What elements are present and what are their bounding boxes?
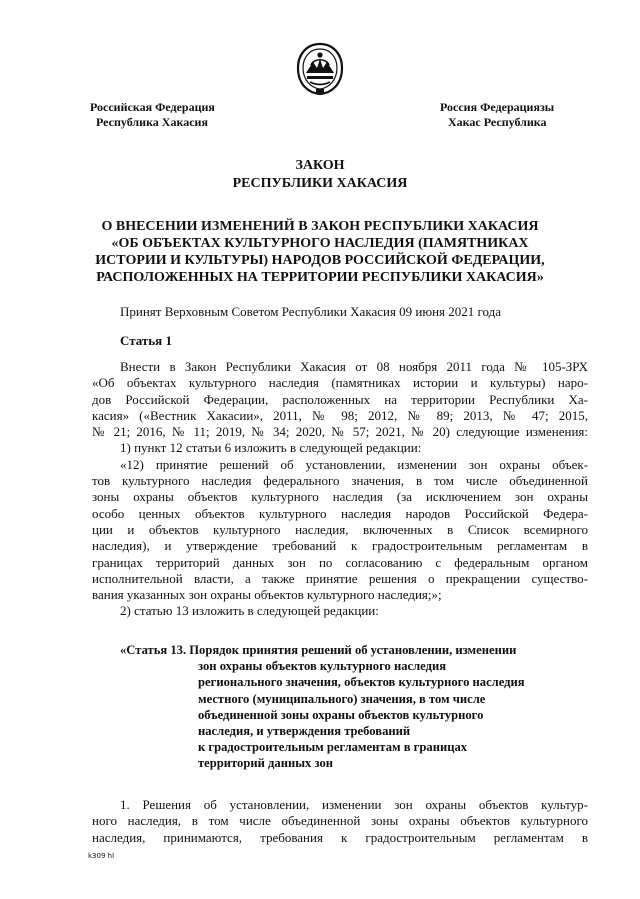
article-13-heading-line: территорий данных зон (198, 756, 334, 771)
body-line: вания указанных зон охраны объектов культурного наследия;»; (92, 587, 442, 603)
body-line: 1) пункт 12 статьи 6 изложить в следующей редакции: (120, 440, 422, 456)
body-line: наследия, принимаются, требования к градостроительным регламентам в (92, 829, 588, 845)
law-title-line: «ОБ ОБЪЕКТАХ КУЛЬТУРНОГО НАСЛЕДИЯ (ПАМЯТНИКАХ (111, 236, 529, 251)
body-line: ного наследия, в том числе объединенной зоны охраны объектов культурного (92, 813, 588, 829)
document-code: k309 hl (88, 852, 115, 860)
article-13-heading-line: наследия, и утверждения требований (198, 724, 411, 739)
body-line: Внести в Закон Республики Хакасия от 08 ноября 2011 года № 105-ЗРХ (120, 359, 588, 374)
body-line: касия» («Вестник Хакасии», 2011, № 98; 2012, № 89; 2013, № 47; 2015, (92, 407, 588, 423)
body-line: наследия), и утверждение требований к градостроительным регламентам в (92, 538, 588, 554)
law-type: ЗАКОН (295, 158, 345, 173)
article-13-heading (120, 642, 525, 772)
body-line: «Об объектах культурного наследия (памятниках истории и культуры) наро- (92, 375, 588, 391)
body-line: границах территорий данных зон по согласованию с федеральным органом (92, 554, 588, 570)
body-line: 1. Решения об установлении, изменении зон охраны объектов культур- (120, 797, 588, 812)
adoption-statement: Принят Верховным Советом Республики Хакасия 09 июня 2021 года (120, 304, 502, 319)
body-line: № 21; 2016, № 11; 2019, № 34; 2020, № 57; 2021, № 20) следующие изменения: (92, 424, 588, 440)
article-13-heading-line: объединенной зоны охраны объектов культурного (198, 707, 484, 722)
law-title-line: ИСТОРИИ И КУЛЬТУРЫ) НАРОДОВ РОССИЙСКОЙ ФЕДЕРАЦИИ, (95, 253, 545, 268)
body-line: «12) принятие решений об установлении, изменении зон охраны объек- (120, 456, 588, 472)
article-13-heading-line: к градостроительным регламентам в границах (198, 740, 468, 755)
body-line: зоны охраны объектов культурного наследия (за исключением зон охраны (92, 489, 588, 505)
body-line: ции и объектов культурного наследия, включенных в Список всемирного (92, 521, 588, 537)
article-13-heading-line: местного (муниципального) значения, в том числе (198, 691, 486, 706)
body-line: 2) статью 13 изложить в следующей редакции: (120, 603, 379, 619)
article-body (92, 359, 588, 620)
article-13-heading-line: зон охраны объектов культурного наследия (198, 659, 447, 674)
law-title-line: О ВНЕСЕНИИ ИЗМЕНЕНИЙ В ЗАКОН РЕСПУБЛИКИ ХАКАСИЯ (101, 219, 539, 234)
header-right-line: Россия Федерациязы (440, 100, 555, 114)
law-title (0, 218, 640, 286)
article-13-heading-line: регионального значения, объектов культурного наследия (198, 675, 525, 690)
header-right (440, 100, 554, 130)
body-line: дов Российской Федерации, расположенных на территории Республики Ха- (92, 391, 588, 407)
header-left (90, 100, 215, 130)
article-13-body (92, 797, 588, 846)
law-title-line: РАСПОЛОЖЕННЫХ НА ТЕРРИТОРИИ РЕСПУБЛИКИ ХАКАСИЯ» (96, 270, 544, 285)
body-line: исполнительной власти, а также принятие решения о прекращении существо- (92, 570, 588, 586)
article-13-heading-line: «Статья 13. Порядок принятия решений об установлении, изменении (120, 643, 517, 657)
header-left-line: Республика Хакасия (96, 115, 208, 129)
law-issuer: РЕСПУБЛИКИ ХАКАСИЯ (232, 176, 408, 191)
coat-of-arms-emblem (295, 42, 345, 96)
body-line: тов культурного наследия федерального значения, в том числе объединенной (92, 473, 588, 489)
body-line: особо ценных объектов культурного наследия народов Российской Федера- (92, 505, 588, 521)
article-heading: Статья 1 (120, 333, 172, 348)
header-left-line: Российская Федерация (90, 100, 215, 114)
header-right-line: Хакас Республика (448, 115, 547, 129)
